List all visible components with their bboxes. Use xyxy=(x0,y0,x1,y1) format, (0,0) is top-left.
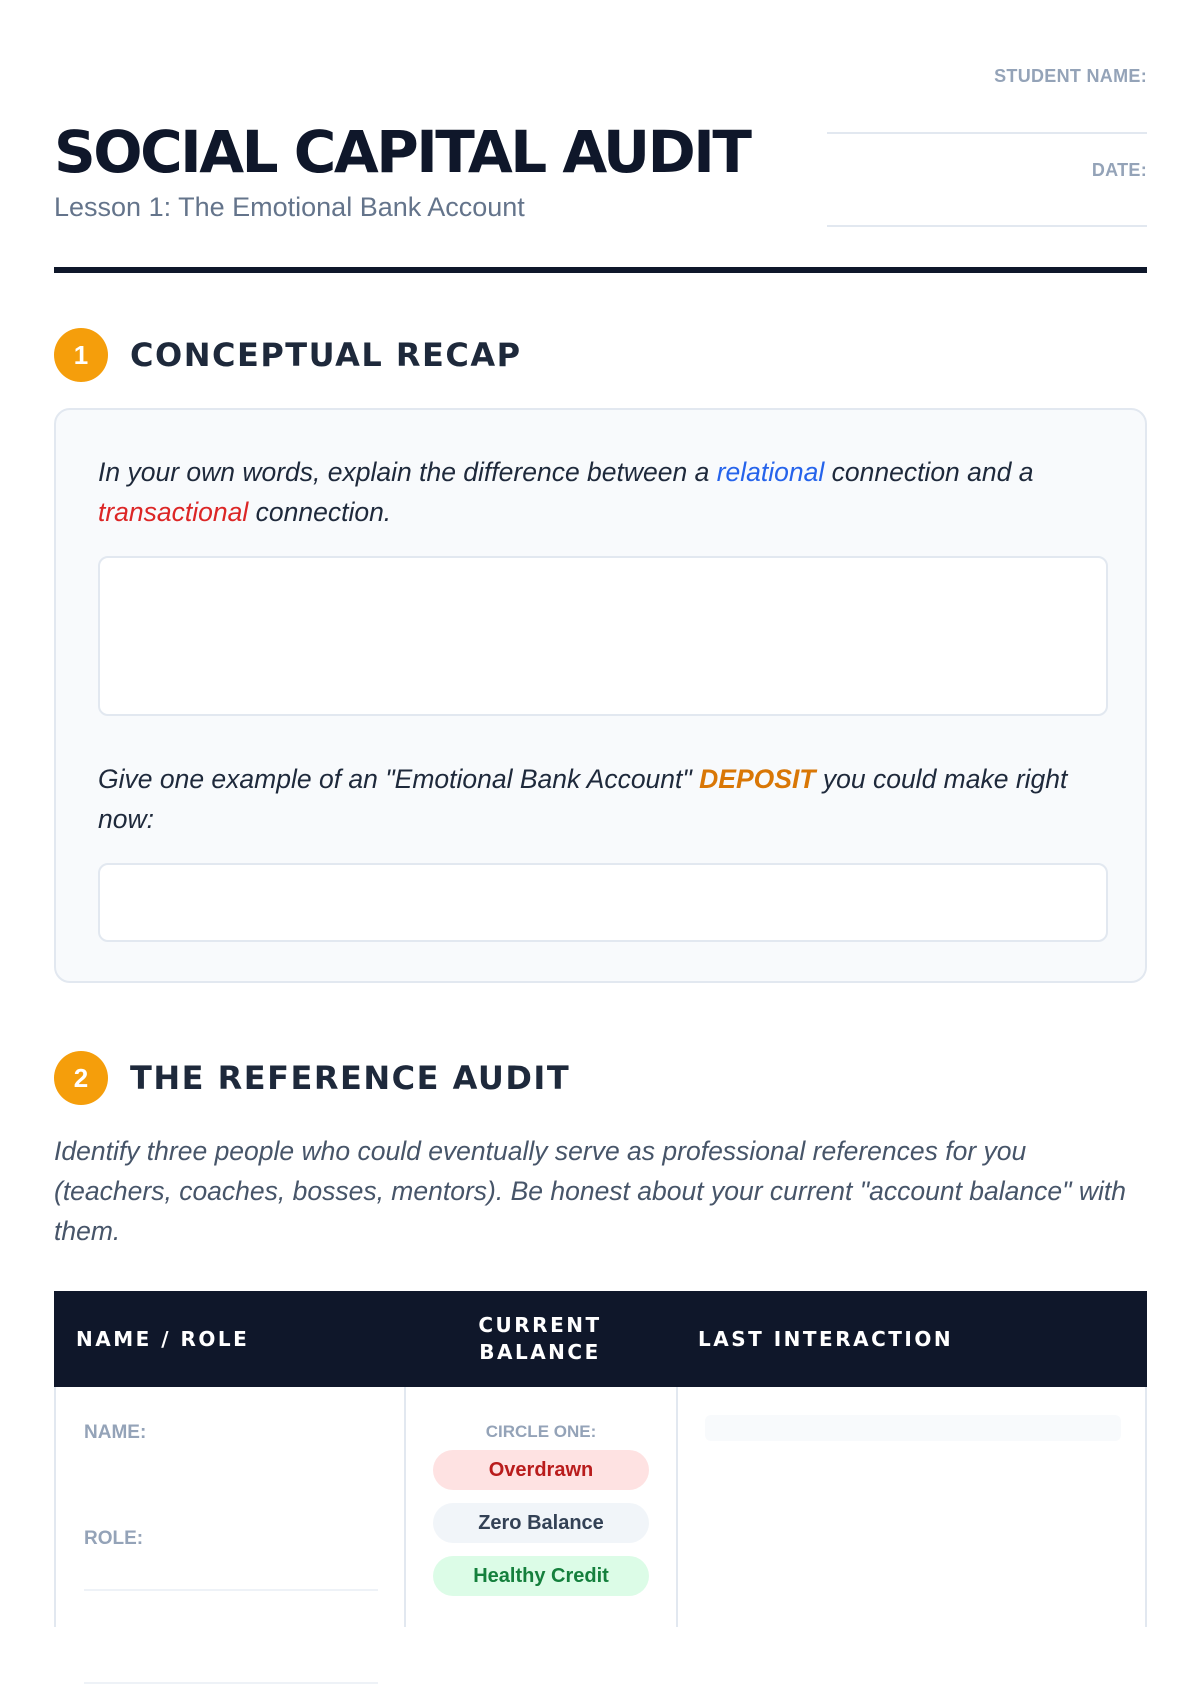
section-2-heading xyxy=(54,1051,570,1105)
last-interaction-field[interactable] xyxy=(705,1415,1121,1441)
column-header-current-balance xyxy=(404,1291,676,1387)
healthy-credit-option[interactable]: Healthy Credit xyxy=(433,1556,649,1596)
column-header-last-interaction: LAST INTERACTION xyxy=(698,1327,954,1351)
prompt-text: connection and a xyxy=(824,457,1034,487)
header-divider xyxy=(54,267,1147,273)
reference-audit-table xyxy=(54,1291,1147,1627)
section-title: THE REFERENCE AUDIT xyxy=(130,1059,571,1097)
table-row xyxy=(56,1387,1145,1627)
date-label: DATE: xyxy=(1091,160,1147,180)
student-name-field[interactable] xyxy=(827,132,1147,134)
section-number-badge: 1 xyxy=(54,328,108,382)
overdrawn-option[interactable]: Overdrawn xyxy=(433,1450,649,1490)
prompt-text: In your own words, explain the difference between a xyxy=(98,457,717,487)
prompt-text: you could make right now: xyxy=(98,764,1068,834)
page-subtitle: Lesson 1: The Emotional Bank Account xyxy=(54,192,525,222)
name-line[interactable] xyxy=(84,1589,378,1591)
deposit-highlight: DEPOSIT xyxy=(699,764,816,794)
column-header-name-role: NAME / ROLE xyxy=(76,1327,250,1351)
table-header xyxy=(54,1291,1147,1387)
name-role-cell xyxy=(56,1387,406,1627)
date-field[interactable] xyxy=(827,225,1147,227)
recap-box xyxy=(54,408,1147,983)
section-title: CONCEPTUAL RECAP xyxy=(130,336,522,374)
student-name-label: STUDENT NAME: xyxy=(994,66,1147,86)
relational-highlight: relational xyxy=(716,457,825,487)
balance-cell xyxy=(406,1387,678,1627)
last-interaction-cell xyxy=(678,1387,1145,1627)
page-title: SOCIAL CAPITAL AUDIT xyxy=(54,118,750,186)
circle-one-label: CIRCLE ONE: xyxy=(485,1422,597,1441)
zero-balance-option[interactable]: Zero Balance xyxy=(433,1503,649,1543)
section-number-badge: 2 xyxy=(54,1051,108,1105)
name-label: NAME: xyxy=(84,1422,147,1443)
prompt-deposit-example xyxy=(98,759,1108,839)
section-1-heading xyxy=(54,328,522,382)
prompt-text: connection. xyxy=(248,497,392,527)
prompt-text: Give one example of an "Emotional Bank Account" xyxy=(98,764,700,794)
answer-box-deposit[interactable] xyxy=(98,863,1108,942)
role-label: ROLE: xyxy=(84,1528,144,1549)
column-header-text: CURRENT BALANCE xyxy=(478,1313,602,1364)
prompt-relational-vs-transactional xyxy=(98,452,1108,532)
transactional-highlight: transactional xyxy=(98,497,249,527)
answer-box-recap[interactable] xyxy=(98,556,1108,716)
audit-instructions: Identify three people who could eventually serve as professional references for you (teachers, coaches, bosses, mentors). Be honest about your current "account balance" with them. xyxy=(54,1136,1127,1246)
